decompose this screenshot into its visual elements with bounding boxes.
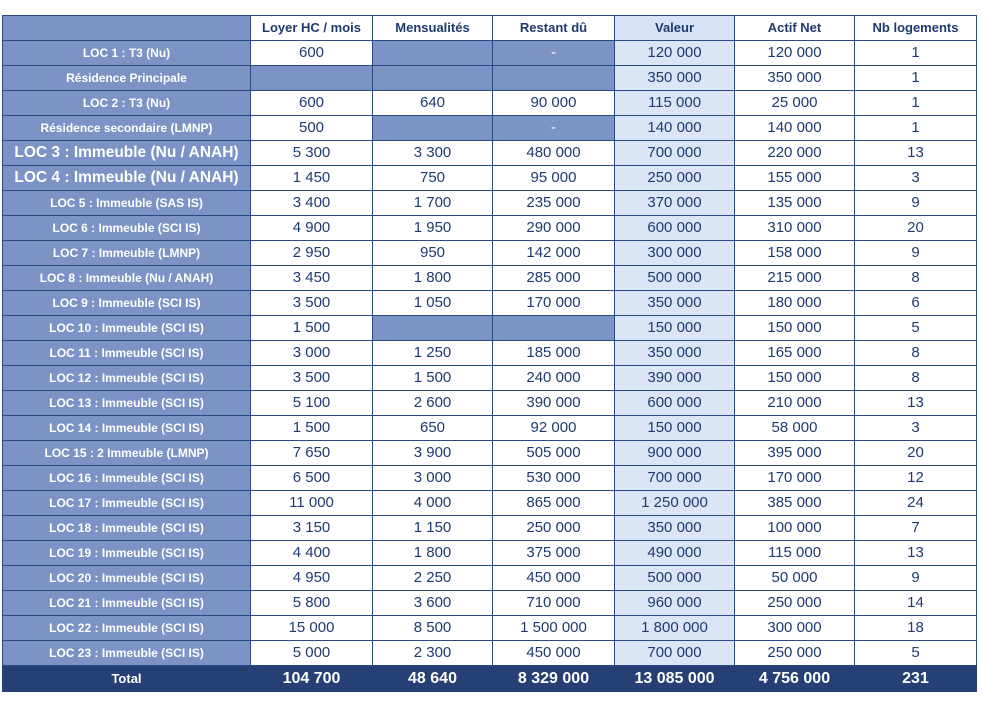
cell-restant-du: 450 000	[493, 641, 615, 666]
table-row	[3, 116, 977, 141]
cell-nb-logements: 12	[855, 466, 977, 491]
cell-valeur: 700 000	[615, 466, 735, 491]
cell-restant-du: 92 000	[493, 416, 615, 441]
table-row	[3, 516, 977, 541]
cell-valeur: 350 000	[615, 341, 735, 366]
cell-actif-net: 215 000	[735, 266, 855, 291]
cell-nb-logements: 7	[855, 516, 977, 541]
cell-restant-du: 142 000	[493, 241, 615, 266]
cell-mensualites: 950	[373, 241, 493, 266]
table-row	[3, 466, 977, 491]
cell-restant-du: 450 000	[493, 566, 615, 591]
header-actif-net: Actif Net	[735, 16, 855, 41]
cell-actif-net: 120 000	[735, 41, 855, 66]
cell-restant-du: 285 000	[493, 266, 615, 291]
cell-loyer: 5 100	[251, 391, 373, 416]
cell-restant-du: 505 000	[493, 441, 615, 466]
row-label: LOC 10 : Immeuble (SCI IS)	[3, 316, 251, 341]
cell-valeur: 350 000	[615, 291, 735, 316]
cell-valeur: 700 000	[615, 641, 735, 666]
cell-nb-logements: 13	[855, 541, 977, 566]
cell-nb-logements: 6	[855, 291, 977, 316]
header-corner	[3, 16, 251, 41]
cell-restant-du: -	[493, 116, 615, 141]
table-row	[3, 216, 977, 241]
cell-nb-logements: 1	[855, 116, 977, 141]
cell-valeur: 900 000	[615, 441, 735, 466]
total-loyer: 104 700	[251, 666, 373, 692]
cell-mensualites: 1 150	[373, 516, 493, 541]
row-label: LOC 15 : 2 Immeuble (LMNP)	[3, 441, 251, 466]
table-row	[3, 391, 977, 416]
cell-valeur: 300 000	[615, 241, 735, 266]
cell-valeur: 600 000	[615, 216, 735, 241]
row-label: Résidence Principale	[3, 66, 251, 91]
cell-valeur: 500 000	[615, 566, 735, 591]
table-row	[3, 416, 977, 441]
cell-nb-logements: 13	[855, 141, 977, 166]
header-valeur: Valeur	[615, 16, 735, 41]
cell-restant-du	[493, 66, 615, 91]
cell-mensualites: 1 950	[373, 216, 493, 241]
cell-mensualites: 3 000	[373, 466, 493, 491]
cell-loyer: 5 300	[251, 141, 373, 166]
cell-loyer: 5 000	[251, 641, 373, 666]
row-label: LOC 6 : Immeuble (SCI IS)	[3, 216, 251, 241]
cell-loyer: 3 000	[251, 341, 373, 366]
row-label: LOC 11 : Immeuble (SCI IS)	[3, 341, 251, 366]
cell-valeur: 500 000	[615, 266, 735, 291]
cell-mensualites: 3 900	[373, 441, 493, 466]
cell-mensualites: 640	[373, 91, 493, 116]
cell-restant-du: 390 000	[493, 391, 615, 416]
table-row	[3, 141, 977, 166]
total-restant-du: 8 329 000	[493, 666, 615, 692]
cell-actif-net: 250 000	[735, 641, 855, 666]
cell-actif-net: 210 000	[735, 391, 855, 416]
table-row	[3, 591, 977, 616]
cell-nb-logements: 20	[855, 216, 977, 241]
cell-nb-logements: 8	[855, 266, 977, 291]
table-row	[3, 191, 977, 216]
cell-mensualites: 2 600	[373, 391, 493, 416]
cell-loyer	[251, 66, 373, 91]
row-label: LOC 8 : Immeuble (Nu / ANAH)	[3, 266, 251, 291]
cell-loyer: 1 500	[251, 416, 373, 441]
cell-loyer: 600	[251, 41, 373, 66]
cell-restant-du: 240 000	[493, 366, 615, 391]
cell-mensualites	[373, 41, 493, 66]
cell-mensualites: 2 250	[373, 566, 493, 591]
cell-valeur: 1 250 000	[615, 491, 735, 516]
cell-nb-logements: 1	[855, 91, 977, 116]
cell-loyer: 5 800	[251, 591, 373, 616]
cell-nb-logements: 5	[855, 316, 977, 341]
row-label: LOC 18 : Immeuble (SCI IS)	[3, 516, 251, 541]
cell-valeur: 150 000	[615, 316, 735, 341]
cell-valeur: 250 000	[615, 166, 735, 191]
cell-valeur: 150 000	[615, 416, 735, 441]
row-label: LOC 5 : Immeuble (SAS IS)	[3, 191, 251, 216]
header-nb-logements: Nb logements	[855, 16, 977, 41]
cell-actif-net: 300 000	[735, 616, 855, 641]
row-label: LOC 3 : Immeuble (Nu / ANAH)	[3, 141, 251, 166]
cell-valeur: 370 000	[615, 191, 735, 216]
cell-actif-net: 220 000	[735, 141, 855, 166]
cell-restant-du: 375 000	[493, 541, 615, 566]
cell-nb-logements: 8	[855, 366, 977, 391]
cell-actif-net: 150 000	[735, 316, 855, 341]
cell-mensualites: 1 250	[373, 341, 493, 366]
cell-valeur: 600 000	[615, 391, 735, 416]
cell-actif-net: 135 000	[735, 191, 855, 216]
cell-restant-du: 250 000	[493, 516, 615, 541]
cell-nb-logements: 13	[855, 391, 977, 416]
table-row	[3, 41, 977, 66]
cell-mensualites	[373, 116, 493, 141]
cell-actif-net: 100 000	[735, 516, 855, 541]
cell-loyer: 600	[251, 91, 373, 116]
table-row	[3, 266, 977, 291]
cell-actif-net: 158 000	[735, 241, 855, 266]
cell-loyer: 7 650	[251, 441, 373, 466]
cell-restant-du: 170 000	[493, 291, 615, 316]
cell-actif-net: 140 000	[735, 116, 855, 141]
cell-restant-du: 710 000	[493, 591, 615, 616]
cell-nb-logements: 3	[855, 166, 977, 191]
cell-restant-du: 235 000	[493, 191, 615, 216]
row-label: LOC 23 : Immeuble (SCI IS)	[3, 641, 251, 666]
cell-mensualites: 750	[373, 166, 493, 191]
cell-loyer: 1 450	[251, 166, 373, 191]
total-nb-logements: 231	[855, 666, 977, 692]
cell-loyer: 3 450	[251, 266, 373, 291]
cell-nb-logements: 20	[855, 441, 977, 466]
cell-valeur: 490 000	[615, 541, 735, 566]
header-loyer: Loyer HC / mois	[251, 16, 373, 41]
cell-restant-du	[493, 316, 615, 341]
cell-valeur: 390 000	[615, 366, 735, 391]
row-label: LOC 21 : Immeuble (SCI IS)	[3, 591, 251, 616]
cell-nb-logements: 1	[855, 41, 977, 66]
row-label: LOC 22 : Immeuble (SCI IS)	[3, 616, 251, 641]
cell-loyer: 4 950	[251, 566, 373, 591]
cell-mensualites	[373, 66, 493, 91]
cell-mensualites: 3 600	[373, 591, 493, 616]
cell-actif-net: 250 000	[735, 591, 855, 616]
cell-actif-net: 155 000	[735, 166, 855, 191]
cell-valeur: 120 000	[615, 41, 735, 66]
table-row	[3, 491, 977, 516]
cell-mensualites: 1 050	[373, 291, 493, 316]
row-label: LOC 7 : Immeuble (LMNP)	[3, 241, 251, 266]
row-label: LOC 19 : Immeuble (SCI IS)	[3, 541, 251, 566]
total-actif-net: 4 756 000	[735, 666, 855, 692]
cell-loyer: 2 950	[251, 241, 373, 266]
row-label: LOC 4 : Immeuble (Nu / ANAH)	[3, 166, 251, 191]
cell-restant-du: 1 500 000	[493, 616, 615, 641]
cell-loyer: 4 900	[251, 216, 373, 241]
cell-restant-du: -	[493, 41, 615, 66]
cell-nb-logements: 14	[855, 591, 977, 616]
cell-actif-net: 385 000	[735, 491, 855, 516]
cell-mensualites: 650	[373, 416, 493, 441]
cell-actif-net: 180 000	[735, 291, 855, 316]
row-label: LOC 17 : Immeuble (SCI IS)	[3, 491, 251, 516]
table-row	[3, 166, 977, 191]
cell-mensualites: 1 700	[373, 191, 493, 216]
cell-nb-logements: 24	[855, 491, 977, 516]
cell-restant-du: 90 000	[493, 91, 615, 116]
cell-nb-logements: 5	[855, 641, 977, 666]
cell-valeur: 1 800 000	[615, 616, 735, 641]
cell-valeur: 140 000	[615, 116, 735, 141]
cell-loyer: 3 500	[251, 291, 373, 316]
row-label: LOC 9 : Immeuble (SCI IS)	[3, 291, 251, 316]
cell-mensualites: 2 300	[373, 641, 493, 666]
cell-valeur: 350 000	[615, 516, 735, 541]
cell-valeur: 700 000	[615, 141, 735, 166]
total-mensualites: 48 640	[373, 666, 493, 692]
cell-restant-du: 865 000	[493, 491, 615, 516]
row-label: LOC 1 : T3 (Nu)	[3, 41, 251, 66]
cell-actif-net: 170 000	[735, 466, 855, 491]
cell-actif-net: 50 000	[735, 566, 855, 591]
table-row	[3, 316, 977, 341]
header-row	[3, 16, 977, 41]
cell-restant-du: 290 000	[493, 216, 615, 241]
cell-restant-du: 480 000	[493, 141, 615, 166]
table-row	[3, 66, 977, 91]
cell-mensualites: 1 800	[373, 541, 493, 566]
total-valeur: 13 085 000	[615, 666, 735, 692]
row-label: LOC 2 : T3 (Nu)	[3, 91, 251, 116]
cell-nb-logements: 18	[855, 616, 977, 641]
real-estate-table	[2, 15, 977, 692]
cell-loyer: 15 000	[251, 616, 373, 641]
header-restant-du: Restant dû	[493, 16, 615, 41]
cell-loyer: 4 400	[251, 541, 373, 566]
cell-actif-net: 58 000	[735, 416, 855, 441]
cell-actif-net: 310 000	[735, 216, 855, 241]
table-row	[3, 91, 977, 116]
cell-loyer: 11 000	[251, 491, 373, 516]
cell-mensualites: 1 800	[373, 266, 493, 291]
cell-nb-logements: 8	[855, 341, 977, 366]
cell-actif-net: 395 000	[735, 441, 855, 466]
table-row	[3, 441, 977, 466]
table-row	[3, 641, 977, 666]
table-row	[3, 541, 977, 566]
cell-restant-du: 530 000	[493, 466, 615, 491]
cell-mensualites: 8 500	[373, 616, 493, 641]
cell-loyer: 6 500	[251, 466, 373, 491]
cell-valeur: 960 000	[615, 591, 735, 616]
cell-loyer: 3 150	[251, 516, 373, 541]
cell-loyer: 500	[251, 116, 373, 141]
row-label: LOC 16 : Immeuble (SCI IS)	[3, 466, 251, 491]
cell-actif-net: 165 000	[735, 341, 855, 366]
row-label: LOC 13 : Immeuble (SCI IS)	[3, 391, 251, 416]
cell-mensualites	[373, 316, 493, 341]
table-row	[3, 616, 977, 641]
cell-mensualites: 1 500	[373, 366, 493, 391]
cell-actif-net: 350 000	[735, 66, 855, 91]
cell-mensualites: 3 300	[373, 141, 493, 166]
total-row	[3, 666, 977, 692]
cell-loyer: 3 400	[251, 191, 373, 216]
cell-valeur: 350 000	[615, 66, 735, 91]
row-label: LOC 12 : Immeuble (SCI IS)	[3, 366, 251, 391]
cell-loyer: 3 500	[251, 366, 373, 391]
cell-actif-net: 150 000	[735, 366, 855, 391]
cell-actif-net: 115 000	[735, 541, 855, 566]
cell-nb-logements: 1	[855, 66, 977, 91]
table-row	[3, 241, 977, 266]
cell-actif-net: 25 000	[735, 91, 855, 116]
cell-nb-logements: 9	[855, 566, 977, 591]
table-row	[3, 366, 977, 391]
header-mensualites: Mensualités	[373, 16, 493, 41]
cell-mensualites: 4 000	[373, 491, 493, 516]
cell-valeur: 115 000	[615, 91, 735, 116]
row-label: Résidence secondaire (LMNP)	[3, 116, 251, 141]
cell-loyer: 1 500	[251, 316, 373, 341]
total-label: Total	[3, 666, 251, 692]
table-row	[3, 566, 977, 591]
row-label: LOC 14 : Immeuble (SCI IS)	[3, 416, 251, 441]
cell-nb-logements: 9	[855, 191, 977, 216]
cell-nb-logements: 9	[855, 241, 977, 266]
cell-nb-logements: 3	[855, 416, 977, 441]
row-label: LOC 20 : Immeuble (SCI IS)	[3, 566, 251, 591]
cell-restant-du: 95 000	[493, 166, 615, 191]
table-row	[3, 341, 977, 366]
cell-restant-du: 185 000	[493, 341, 615, 366]
table-row	[3, 291, 977, 316]
